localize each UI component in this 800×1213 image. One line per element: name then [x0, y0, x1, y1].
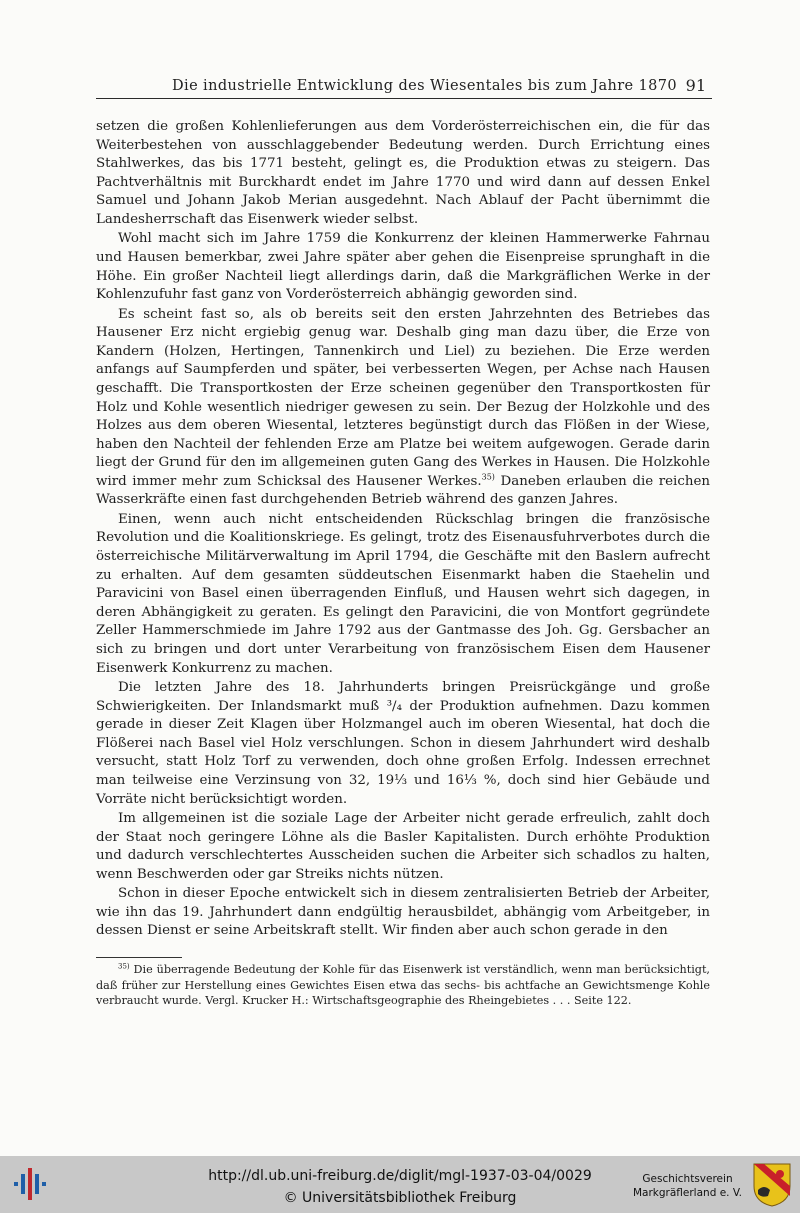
body-text [96, 118, 710, 941]
society-name [633, 1172, 742, 1200]
footnote-reference[interactable]: 35) [481, 472, 495, 482]
society-line-2: Markgräflerland e. V. [632, 1187, 742, 1199]
footnote-text: Die überragende Bedeutung der Kohle für das Eisenwerk ist verständlich, wenn man berücksichtigt, daß früher zur Herstellung eines Gewichtes Eisen etwa das sechs- bis achtfache an Gewichtsmenge Kohle verbraucht wurde. Vergl. Krucker H.: Wirtschaftsgeographie des Rheingebietes . . . Seite 122. [96, 963, 710, 1008]
paragraph-3 [96, 306, 710, 511]
paragraph-2: Wohl macht sich im Jahre 1759 die Konkurrenz der kleinen Hammerwerke Fahrnau und Hausen bemerkbar, zwei Jahre später aber gehen die Eisenpreise sprunghaft in die Höhe. Ein großer Nachteil liegt allerdings darin, daß die Markgräflichen Werke in der Kohlenzufuhr fast ganz von Vorderösterreich abhängig geworden sind. [96, 231, 710, 303]
copyright-notice: © Universitätsbibliothek Freiburg [283, 1190, 517, 1206]
footnote-marker: 35) [118, 962, 130, 971]
page-number: 91 [685, 76, 706, 95]
running-header [96, 74, 712, 99]
society-line-1: Geschichtsverein [642, 1173, 733, 1185]
footnote-divider [96, 957, 182, 958]
paragraph-1: setzen die großen Kohlenlieferungen aus dem Vorderösterreichischen ein, die für das Weiterbestehen von ausschlaggebender Bedeutung werden. Durch Errichtung eines Stahlwerkes, das bis 1771 besteht, gelingt es, die Produktion etwas zu steigern. Das Pachtverhältnis mit Burckhardt endet im Jahre 1770 und wird dann auf dessen Enkel Samuel und Johann Jakob Merian ausgedehnt. Nach Ablauf der Pacht übernimmt die Landesherrschaft das Eisenwerk wieder selbst. [96, 119, 710, 227]
paragraph-3-text: Es scheint fast so, als ob bereits seit den ersten Jahrzehnten des Betriebes das Hausener Erz nicht ergiebig genug war. Deshalb ging man dazu über, die Erze von Kandern (Holzen, Hertingen, Tannenkirch und Liel) zu beziehen. Die Erze werden anfangs auf Saumpferden und später, bei verbesserten Wegen, per Achse nach Hausen geschafft. Die Transportkosten der Erze scheinen gegenüber den Transportkosten für Holz und Kohle wesentlich niedriger gewesen zu sein. Der Bezug der Holzkohle und des Holzes aus dem oberen Wiesental, letzteres begünstigt durch das Flößen in der Wiese, haben den Nachteil der fehlenden Erze am Platze bei weitem aufgewogen. Gerade darin liegt der Grund für den im allgemeinen guten Gang des Werkes in Hausen. Die Holzkohle wird immer mehr zum Schicksal des Hausener Werkes. [96, 306, 710, 489]
paragraph-6: Im allgemeinen ist die soziale Lage der Arbeiter nicht gerade erfreulich, zahlt doch der Staat noch geringere Löhne als die Basler Kapitalisten. Durch erhöhte Produktion und dadurch verschlechtertes Ausscheiden suchen die Arbeiter sich schadlos zu halten, wenn Beschwerden oder gar Streiks nichts nützen. [96, 810, 710, 882]
footnote [96, 962, 710, 1009]
paragraph-7: Schon in dieser Epoche entwickelt sich in diesem zentralisierten Betrieb der Arbeiter, wie ihn das 19. Jahrhundert dann endgültig herausbildet, abhängig vom Arbeitgeber, in dessen Dienst er seine Arbeitskraft stellt. Wir finden aber auch schon gerade in den [96, 886, 710, 939]
paragraph-4: Einen, wenn auch nicht entscheidenden Rückschlag bringen die französische Revolution und die Koalitionskriege. Es gelingt, trotz des Eisenausfuhrverbotes durch die österreichische Militärverwaltung im April 1794, die Geschäfte mit den Baslern aufrecht zu erhalten. Auf dem gesamten süddeutschen Eisenmarkt haben die Staehelin und Paravicini von Basel einen überragenden Einfluß, und Hausen wehrt sich dagegen, in deren Abhängigkeit zu geraten. Es gelingt den Paravicini, die von Montfort gegründete Zeller Hammerschmiede im Jahre 1792 aus der Gantmasse des Joh. Gg. Gersbacher an sich zu bringen und dort unter Verarbeitung von französischem Eisen dem Hausener Eisenwerk Konkurrenz zu machen. [96, 511, 710, 676]
header-title: Die industrielle Entwicklung des Wiesentales bis zum Jahre 1870 [172, 78, 678, 94]
paragraph-3-text-after: Daneben erlauben die reichen Wasserkräfte einen fast durchgehenden Betrieb während des ganzen Jahres. [96, 473, 710, 508]
permalink-url[interactable]: http://dl.ub.uni-freiburg.de/diglit/mgl-1937-03-04/0029 [208, 1168, 592, 1184]
paragraph-5: Die letzten Jahre des 18. Jahrhunderts bringen Preisrückgänge und große Schwierigkeiten. Der Inlandsmarkt muß ³/₄ der Produktion aufnehmen. Dazu kommen gerade in dieser Zeit Klagen über Holzmangel auch im oberen Wiesental, hat doch die Flößerei nach Basel viel Holz verschlungen. Schon in diesem Jahrhundert wird deshalb versucht, statt Holz Torf zu verwenden, doch ohne großen Erfolg. Indessen errechnet man teilweise eine Verzinsung von 32, 19⅓ und 16⅓ %, doch sind hier Gebäude und Vorräte nicht berücksichtigt worden. [96, 680, 710, 807]
coat-of-arms-icon[interactable] [752, 1162, 792, 1208]
viewer-footer [0, 1156, 800, 1213]
